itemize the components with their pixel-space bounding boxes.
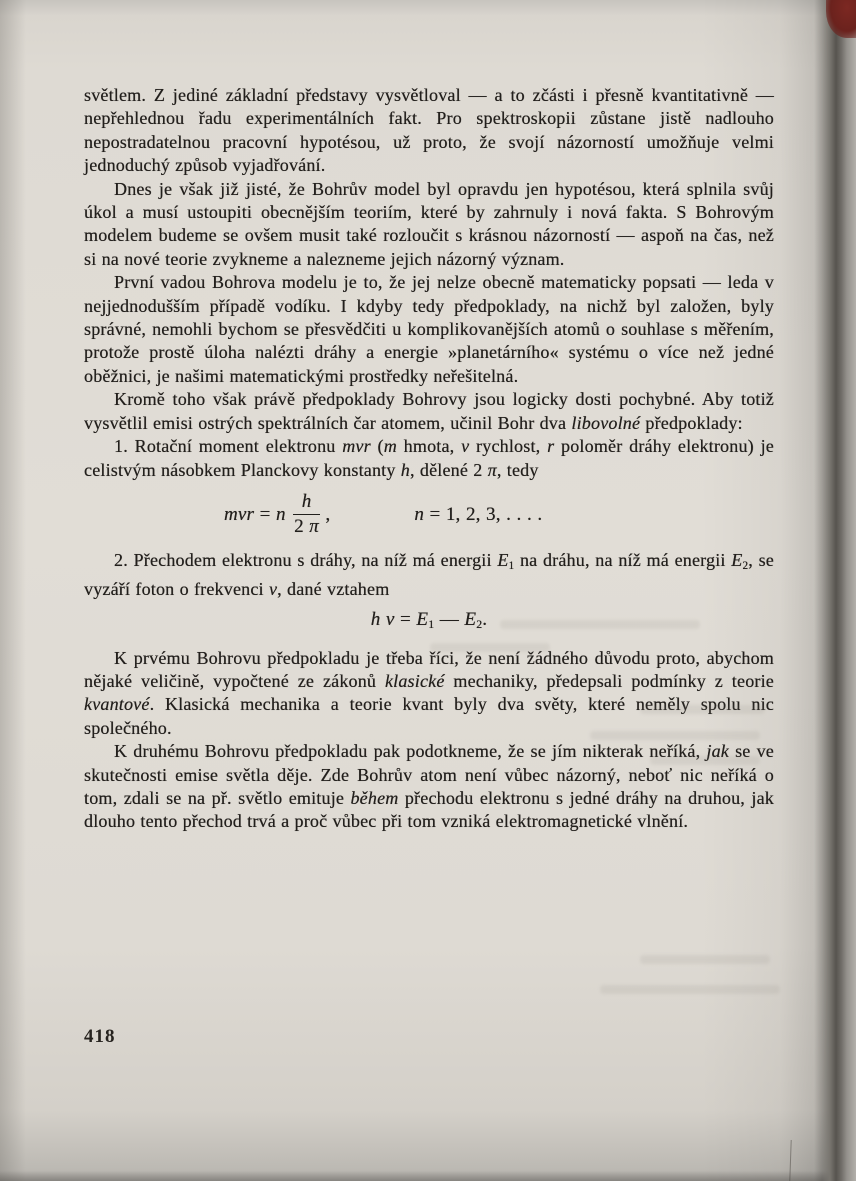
text-run: 1. Rotační moment elektronu xyxy=(114,436,343,457)
text-run: = xyxy=(394,609,417,631)
italic-run: r xyxy=(547,436,555,457)
formula-rhs xyxy=(414,503,542,526)
italic-run: E xyxy=(464,609,477,631)
text-run: , dělené 2 xyxy=(409,459,488,480)
bleed-through-mark xyxy=(590,731,760,740)
italic-run: E xyxy=(416,609,429,631)
italic-run: během xyxy=(350,787,399,808)
italic-run: mvr xyxy=(224,503,255,525)
fraction-denominator xyxy=(294,515,319,538)
bleed-through-mark xyxy=(430,643,550,652)
italic-run: π xyxy=(309,515,319,537)
text-run: přechodu elektronu s jedné dráhy na druhou, jak dlouho tento přechod trvá a proč vůbec při tom vzniká elektromagnetické vlnění. xyxy=(84,787,774,832)
text-run: . xyxy=(482,609,488,631)
text-run: předpoklady: xyxy=(640,412,743,433)
text-run: mechaniky, předepsali podmínky z teorie xyxy=(444,670,774,691)
paragraph-intro xyxy=(84,84,774,178)
paragraph-bohr-model-hypothesis xyxy=(84,178,774,272)
text-run: , tedy xyxy=(496,459,539,480)
text-run: se ve skutečnosti emise světla děje. Zde Bohrův atom není vůbec názorný, neboť nic neříká o tom, zdali se na př. světlo emituje xyxy=(84,741,774,808)
italic-run: h xyxy=(400,459,410,480)
text-run: = 1, 2, 3, . . . . xyxy=(424,503,543,525)
italic-run: ν xyxy=(268,578,278,599)
text-run: na dráhu, na níž má energii xyxy=(514,549,732,570)
italic-run: n xyxy=(275,503,286,525)
formula-lhs xyxy=(224,503,286,526)
italic-run: n xyxy=(414,503,425,525)
page-number: 418 xyxy=(84,1026,116,1047)
italic-run: π xyxy=(487,459,497,480)
italic-run: E xyxy=(497,549,509,570)
italic-run: E xyxy=(731,549,743,570)
text-run: K prvému Bohrovu předpokladu je třeba říci, že není žádného důvodu proto, abychom nějaké veličině, vypočtené ze zákonů xyxy=(84,647,774,691)
formula-rotational-moment xyxy=(224,491,774,538)
italic-run: mvr xyxy=(342,436,371,457)
bleed-through-mark xyxy=(640,955,770,964)
text-run: světlem. Z jediné základní představy vysvětloval — a to zčásti i přesně kvantitativně — nepřehlednou řadu experimentálních fakt. Pro spektroskopii zůstane jistě nadlouho nepostradatelnou pracovní hypotésou, už proto, že svojí názorností umožňuje velmi jednoduchý způsob vyjadřování. xyxy=(84,85,774,176)
fraction xyxy=(293,491,321,538)
italic-run: libovolné xyxy=(571,412,641,433)
text-run: poloměr dráhy elektronu) je celistvým násobkem Planckovy konstanty xyxy=(84,436,774,480)
text-run: . Klasická mechanika a teorie kvant byly dva světy, které neměly spolu nic společného. xyxy=(84,694,774,738)
text-run: Dnes je však již jisté, že Bohrův model byl opravdu jen hypotésou, která splnila svůj úkol a musí ustoupiti obecnějším teoriím, které by zahrnuly i nová fakta. S Bohrovým modelem budeme se ovšem musit také rozloučit s krásnou názorností — aspoň na čas, než si na nové teorie zvykneme a nalezneme jejich názorný význam. xyxy=(84,178,774,269)
italic-run: jak xyxy=(706,741,729,762)
paragraph-postulate-1 xyxy=(84,435,774,482)
paragraph-critique-first-postulate xyxy=(84,647,774,741)
italic-run: h ν xyxy=(370,609,395,631)
paragraph-critique-second-postulate xyxy=(84,740,774,834)
subscript: 1 xyxy=(428,618,435,632)
text-run: První vadou Bohrova modelu je to, že jej nelze obecně matematicky popsati — leda v nejjednodušším případě vodíku. I kdyby tedy předpoklady, na nichž byl založen, byly správné, nemohli bychom se přesvědčiti u komplikovanějších atomů o souhlase s měřením, protože prostě úloha nalézti dráhy a energie »planetárního« systému o více než jedné oběžnici, je našimi matematickými prostředky neřešitelná. xyxy=(84,272,774,386)
book-gutter-shadow xyxy=(814,0,856,1181)
text-run: rychlost, xyxy=(469,436,548,457)
paragraph-postulate-2 xyxy=(84,549,774,602)
italic-run: v xyxy=(461,436,470,457)
text-run: = xyxy=(254,503,276,525)
page-content xyxy=(84,84,774,834)
subscript: 2 xyxy=(742,559,749,572)
italic-run: m xyxy=(383,436,397,457)
bleed-through-mark xyxy=(500,620,700,629)
text-run: , dané vztahem xyxy=(277,578,390,599)
paragraph-assumptions-doubtful xyxy=(84,388,774,435)
italic-run: kvantové xyxy=(84,694,150,715)
fraction-numerator xyxy=(293,491,321,515)
formula-punctuation: , xyxy=(325,503,331,525)
bleed-through-mark xyxy=(640,705,765,714)
page-bottom-shadow xyxy=(0,1171,856,1181)
italic-run: klasické xyxy=(384,670,445,691)
text-run: — xyxy=(434,609,465,631)
paragraph-first-flaw xyxy=(84,271,774,388)
text-run: , se vyzáří foton o frekvenci xyxy=(84,549,774,599)
text-run: Kromě toho však právě předpoklady Bohrovy jsou logicky dosti pochybné. Aby totiž vysvětlil emisi ostrých spektrálních čar atomem, učinil Bohr dva xyxy=(84,389,774,433)
text-run: 2. Přechodem elektronu s dráhy, na níž má energii xyxy=(114,549,498,570)
text-run: ( xyxy=(370,436,384,457)
subscript: 2 xyxy=(476,618,483,632)
text-run: hmota, xyxy=(396,436,462,457)
italic-run: h xyxy=(301,490,312,512)
text-run: 2 xyxy=(294,515,310,537)
bleed-through-mark xyxy=(600,985,780,994)
subscript: 1 xyxy=(508,559,515,572)
text-run: K druhému Bohrovu předpokladu pak podotkneme, že se jím nikterak neříká, xyxy=(114,741,707,762)
bleed-through-mark xyxy=(650,756,760,765)
